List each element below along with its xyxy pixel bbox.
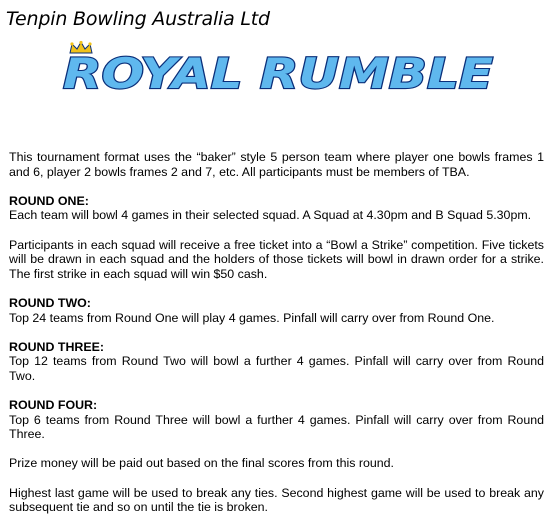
round-one-heading: ROUND ONE: bbox=[9, 193, 89, 208]
round-one-text: Each team will bowl 4 games in their selected squad. A Squad at 4.30pm and B Squad 5.30pm. bbox=[9, 208, 532, 223]
royal-rumble-logo bbox=[58, 40, 498, 98]
intro-paragraph: This tournament format uses the “baker” style 5 person team where player one bowls frames 1 and 6, player 2 bowls frames 2 and 7, etc. All participants must be members of TBA. bbox=[9, 150, 544, 179]
tournament-description bbox=[9, 150, 544, 515]
organisation-name: Tenpin Bowling Australia Ltd bbox=[6, 8, 270, 30]
round-two-heading: ROUND TWO: bbox=[9, 295, 91, 310]
round-four-heading: ROUND FOUR: bbox=[9, 398, 98, 413]
round-four-text: Top 6 teams from Round Three will bowl a further 4 games. Pinfall will carry over from Round Three. bbox=[9, 412, 544, 442]
logo-wordmark: ROYAL RUMBLE bbox=[63, 49, 494, 98]
round-two-text: Top 24 teams from Round One will play 4 games. Pinfall will carry over from Round One. bbox=[9, 310, 495, 325]
round-two-section bbox=[9, 296, 544, 325]
round-three-text: Top 12 teams from Round Two will bowl a further 4 games. Pinfall will carry over from Round Two. bbox=[9, 354, 544, 383]
round-three-heading: ROUND THREE: bbox=[9, 339, 104, 354]
bowl-a-strike-paragraph: Participants in each squad will receive a free ticket into a “Bowl a Strike” competition. Five tickets will be drawn in each squad and the holders of those tickets will bowl in drawn order for a strike. The first strike in each squad will win $50 cash. bbox=[9, 237, 544, 281]
round-four-section bbox=[9, 398, 544, 442]
prize-money-paragraph: Prize money will be paid out based on the final scores from this round. bbox=[9, 456, 394, 471]
tie-break-paragraph: Highest last game will be used to break any ties. Second highest game will be used to break any subsequent tie and so on until the tie is broken. bbox=[9, 485, 544, 515]
round-one-section bbox=[9, 194, 544, 223]
round-three-section bbox=[9, 340, 544, 384]
